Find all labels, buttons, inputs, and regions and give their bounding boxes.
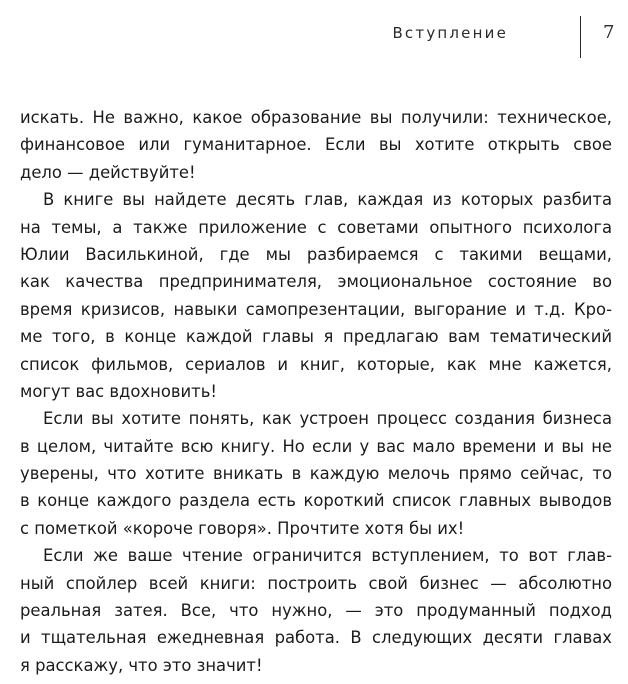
page-number: 7 — [603, 22, 615, 43]
text-line: В книге вы найдете десять глав, каждая из которых разбита — [43, 190, 612, 210]
header-divider — [580, 16, 581, 58]
text-line: ный спойлер всей книги: построить свой бизнес — абсолютно — [20, 573, 612, 593]
text-line: список фильмов, сериалов и книг, которые, как мне кажется, — [20, 354, 612, 374]
chapter-title: Вступление — [392, 24, 508, 42]
text-line: как качества предпринимателя, эмоциональное состояние во — [20, 272, 612, 292]
text-line: и тщательная ежедневная работа. В следующих десяти главах — [20, 628, 612, 648]
text-line: уверены, что хотите вникать в каждую мелочь прямо сейчас, то — [20, 464, 612, 484]
text-line: Если же ваше чтение ограничится вступлением, то вот глав- — [43, 546, 612, 566]
text-line: реальная затея. Все, что нужно, — это продуманный подход — [20, 601, 612, 621]
text-line: финансовое или гуманитарное. Если вы хотите открыть свое — [20, 135, 612, 155]
text-line: в целом, читайте всю книгу. Но если у вас мало времени и вы не — [20, 436, 612, 456]
text-line: дело — действуйте! — [20, 162, 196, 182]
text-line: с пометкой «короче говоря». Прочтите хотя бы их! — [20, 518, 465, 538]
text-line: Если вы хотите понять, как устроен процесс создания бизнеса — [43, 409, 612, 429]
text-line: ме того, в конце каждой главы я предлагаю вам тематический — [20, 327, 612, 347]
text-line: в конце каждого раздела есть короткий список главных выводов — [20, 491, 612, 511]
text-line: могут вас вдохновить! — [20, 381, 217, 401]
text-line: на темы, а также приложение с советами опытного психолога — [20, 217, 612, 237]
text-line: я расскажу, что это значит! — [20, 655, 263, 675]
body-text — [20, 104, 612, 679]
text-line: Юлии Василькиной, где мы разбираемся с такими вещами, — [20, 244, 612, 264]
text-line: искать. Не важно, какое образование вы получили: техническое, — [20, 108, 612, 127]
text-line: время кризисов, навыки самопрезентации, выгорание и т.д. Кро- — [20, 299, 612, 319]
